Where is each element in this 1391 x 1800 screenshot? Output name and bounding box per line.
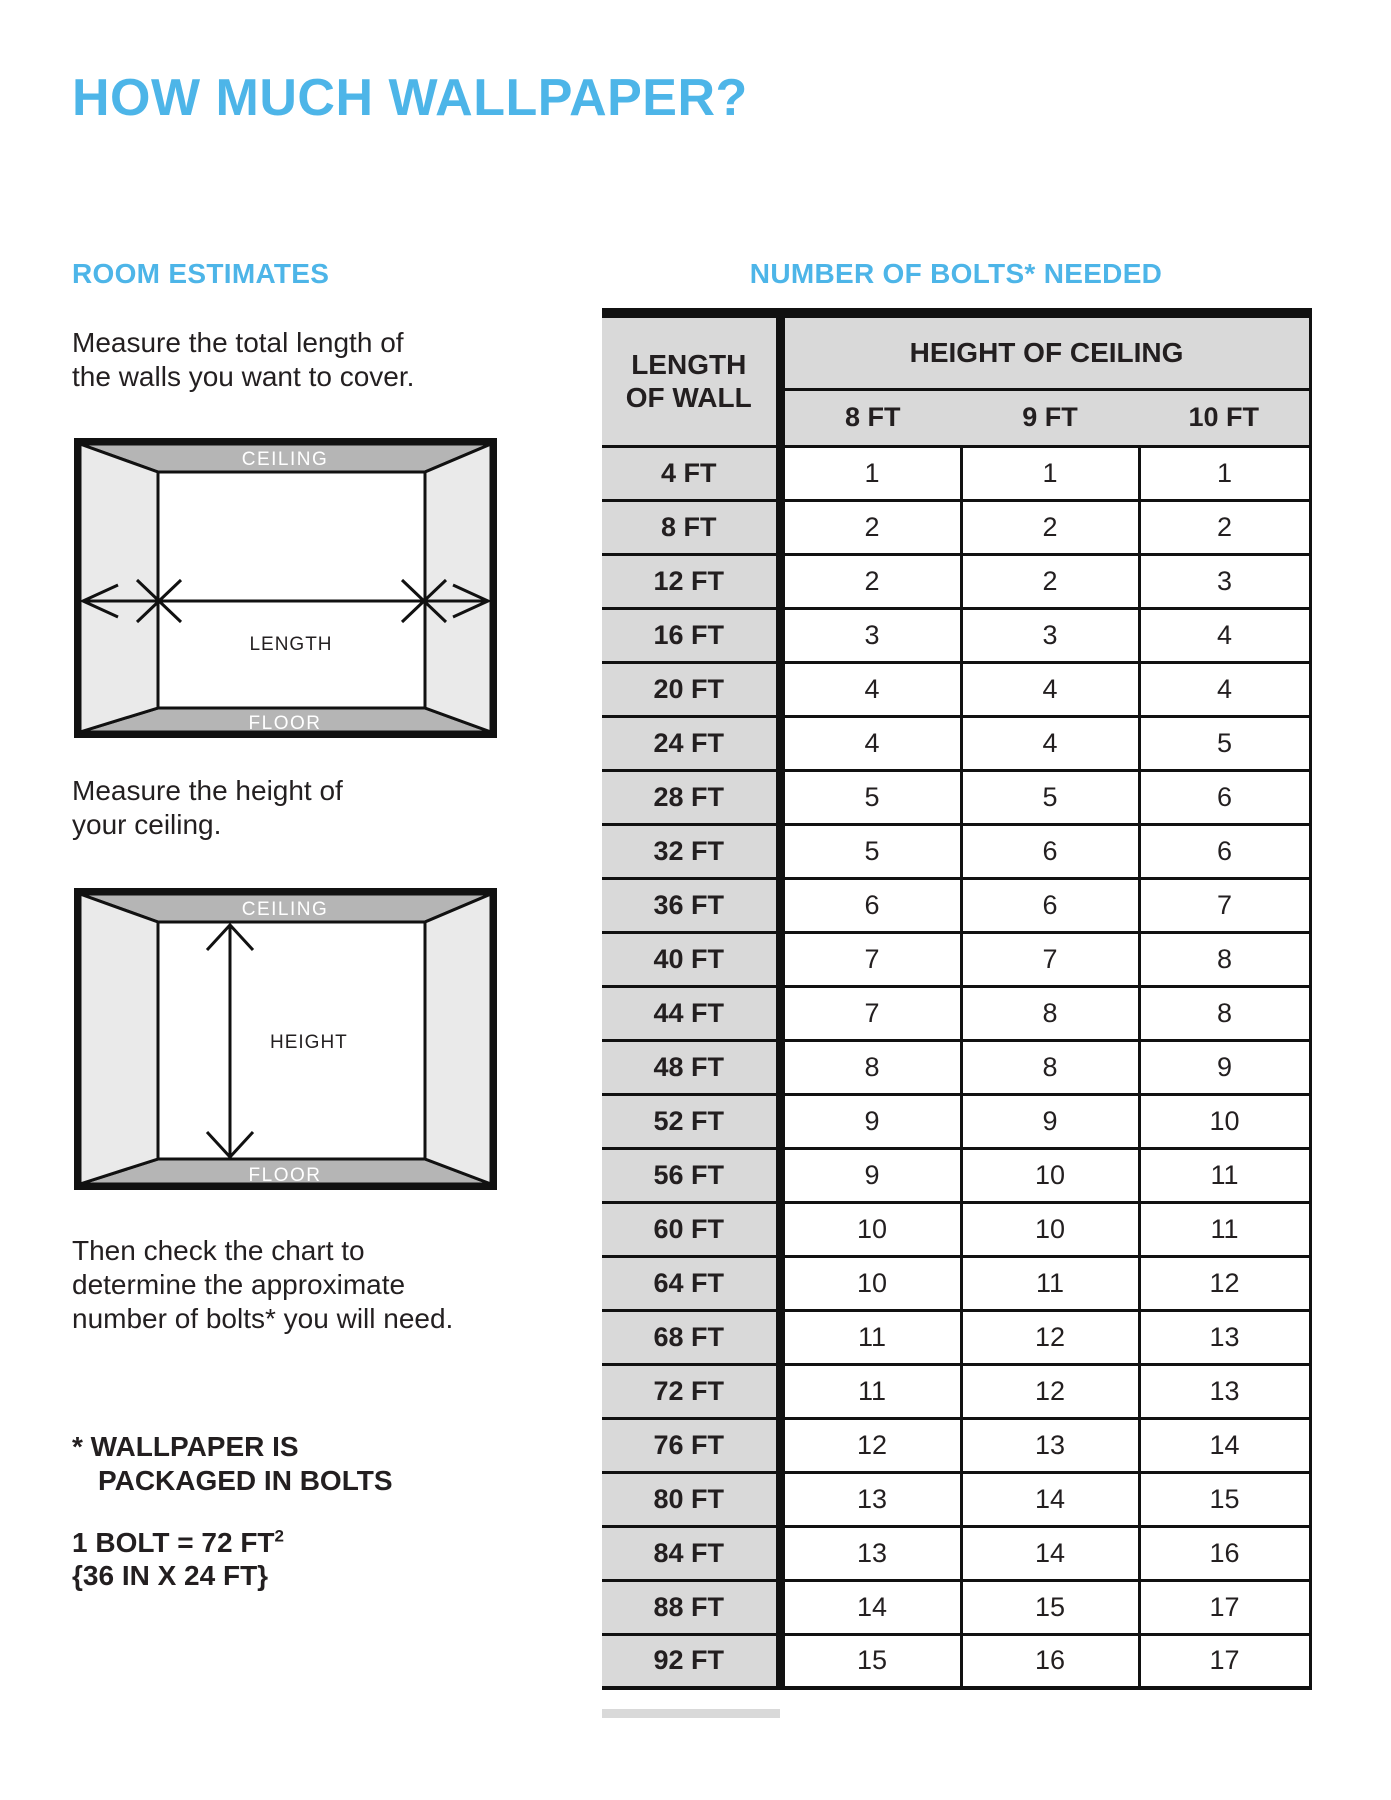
bolt-count-cell: 15 [780, 1634, 961, 1688]
table-row [602, 1580, 1310, 1634]
table-row [602, 1364, 1310, 1418]
bolt-dimensions: {36 IN X 24 FT} [72, 1560, 269, 1591]
bolt-count-cell: 6 [1139, 770, 1310, 824]
bolt-count-cell: 8 [1139, 932, 1310, 986]
wall-length-cell: 40 FT [602, 932, 780, 986]
bolt-size-info [72, 1526, 284, 1592]
bolt-count-cell: 2 [780, 500, 961, 554]
bolt-count-cell: 8 [780, 1040, 961, 1094]
length-of-wall-header: LENGTH OF WALL [602, 313, 780, 446]
bolt-count-cell: 8 [961, 986, 1139, 1040]
bolt-count-cell: 7 [1139, 878, 1310, 932]
table-row [602, 1148, 1310, 1202]
bolt-count-cell: 15 [961, 1580, 1139, 1634]
table-row [602, 446, 1310, 500]
bolt-count-cell: 3 [780, 608, 961, 662]
bolt-count-cell: 1 [961, 446, 1139, 500]
bolt-table-body [602, 446, 1310, 1688]
wall-length-cell: 84 FT [602, 1526, 780, 1580]
table-row [602, 1634, 1310, 1688]
bolt-count-cell: 4 [961, 662, 1139, 716]
bolt-count-cell: 4 [961, 716, 1139, 770]
bolt-count-cell: 16 [961, 1634, 1139, 1688]
bolt-count-cell: 8 [961, 1040, 1139, 1094]
room-height-diagram [74, 888, 497, 1190]
height-of-ceiling-header: HEIGHT OF CEILING [780, 313, 1310, 389]
instruction-line: Measure the total length of [72, 327, 404, 358]
bolt-count-cell: 12 [961, 1364, 1139, 1418]
instruction-line: your ceiling. [72, 809, 222, 840]
bolts-footnote [72, 1430, 393, 1498]
table-row [602, 1472, 1310, 1526]
bolt-count-cell: 2 [1139, 500, 1310, 554]
back-wall [158, 472, 425, 708]
bolt-count-cell: 2 [961, 554, 1139, 608]
bolt-count-cell: 11 [961, 1256, 1139, 1310]
wall-length-cell: 72 FT [602, 1364, 780, 1418]
bolt-count-cell: 6 [961, 824, 1139, 878]
bolts-needed-table [602, 308, 1312, 1690]
ceiling-9ft-header: 9 FT [961, 389, 1139, 446]
bolt-count-cell: 3 [1139, 554, 1310, 608]
left-wall [80, 894, 158, 1184]
squared-superscript: 2 [274, 1526, 284, 1546]
table-row [602, 1256, 1310, 1310]
wall-length-cell: 12 FT [602, 554, 780, 608]
ceiling-10ft-header: 10 FT [1139, 389, 1310, 446]
ceiling-label: CEILING [241, 449, 329, 470]
bolt-count-cell: 1 [780, 446, 961, 500]
wall-length-cell: 68 FT [602, 1310, 780, 1364]
instruction-line: the walls you want to cover. [72, 361, 415, 392]
bolts-needed-heading: NUMBER OF BOLTS* NEEDED [749, 258, 1163, 289]
floor-label: FLOOR [248, 1165, 322, 1186]
bolt-count-cell: 14 [961, 1526, 1139, 1580]
bolt-count-cell: 2 [961, 500, 1139, 554]
page-title: HOW MUCH WALLPAPER? [72, 69, 748, 127]
bolt-count-cell: 1 [1139, 446, 1310, 500]
wall-length-cell: 4 FT [602, 446, 780, 500]
instruction-line: Then check the chart to [72, 1235, 365, 1266]
bolt-count-cell: 13 [1139, 1364, 1310, 1418]
bolt-count-cell: 4 [780, 716, 961, 770]
footnote-line: PACKAGED IN BOLTS [98, 1465, 393, 1496]
footnote-line: * WALLPAPER IS [72, 1431, 299, 1462]
wall-length-cell: 28 FT [602, 770, 780, 824]
instruction-line: number of bolts* you will need. [72, 1303, 454, 1334]
bolt-count-cell: 17 [1139, 1634, 1310, 1688]
bolt-count-cell: 7 [780, 932, 961, 986]
bolt-count-cell: 9 [1139, 1040, 1310, 1094]
bolt-count-cell: 12 [780, 1418, 961, 1472]
bolt-count-cell: 11 [1139, 1202, 1310, 1256]
room-length-diagram [74, 438, 497, 738]
bolt-count-cell: 5 [780, 770, 961, 824]
bolt-count-cell: 10 [780, 1256, 961, 1310]
wall-length-cell: 88 FT [602, 1580, 780, 1634]
bolt-count-cell: 12 [1139, 1256, 1310, 1310]
table-tail-strip [602, 1709, 780, 1718]
table-row [602, 824, 1310, 878]
bolt-count-cell: 8 [1139, 986, 1310, 1040]
ceiling-label: CEILING [241, 899, 329, 920]
bolt-count-cell: 9 [961, 1094, 1139, 1148]
bolt-count-cell: 10 [1139, 1094, 1310, 1148]
bolt-count-cell: 13 [1139, 1310, 1310, 1364]
table-row [602, 608, 1310, 662]
table-row [602, 770, 1310, 824]
right-wall [425, 894, 491, 1184]
bolt-count-cell: 9 [780, 1148, 961, 1202]
wall-length-cell: 52 FT [602, 1094, 780, 1148]
bolt-count-cell: 10 [961, 1202, 1139, 1256]
wall-length-cell: 48 FT [602, 1040, 780, 1094]
bolt-count-cell: 17 [1139, 1580, 1310, 1634]
bolt-count-cell: 11 [780, 1364, 961, 1418]
wall-length-cell: 64 FT [602, 1256, 780, 1310]
bolt-count-cell: 7 [780, 986, 961, 1040]
floor-label: FLOOR [248, 713, 322, 734]
room-estimates-heading: ROOM ESTIMATES [72, 258, 330, 289]
table-row [602, 1094, 1310, 1148]
bolt-count-cell: 13 [961, 1418, 1139, 1472]
wall-length-cell: 16 FT [602, 608, 780, 662]
bolt-count-cell: 11 [780, 1310, 961, 1364]
bolt-count-cell: 14 [961, 1472, 1139, 1526]
instruction-line: Measure the height of [72, 775, 343, 806]
height-dimension-label: HEIGHT [270, 1032, 348, 1053]
table-row [602, 500, 1310, 554]
ceiling-8ft-header: 8 FT [780, 389, 961, 446]
wall-length-cell: 20 FT [602, 662, 780, 716]
wall-length-cell: 44 FT [602, 986, 780, 1040]
bolt-count-cell: 5 [780, 824, 961, 878]
table-header-row [602, 313, 1310, 389]
length-dimension-label: LENGTH [249, 634, 333, 655]
bolt-count-cell: 4 [780, 662, 961, 716]
bolt-count-cell: 10 [961, 1148, 1139, 1202]
measure-length-instruction [72, 326, 414, 394]
bolt-count-cell: 10 [780, 1202, 961, 1256]
bolt-count-cell: 14 [1139, 1418, 1310, 1472]
table-row [602, 1310, 1310, 1364]
bolt-count-cell: 6 [780, 878, 961, 932]
wall-length-cell: 56 FT [602, 1148, 780, 1202]
table-row [602, 1526, 1310, 1580]
table-row [602, 716, 1310, 770]
bolt-count-cell: 7 [961, 932, 1139, 986]
wall-length-cell: 8 FT [602, 500, 780, 554]
bolt-equation: 1 BOLT = 72 $FT^2$ [72, 1526, 284, 1558]
wall-length-cell: 24 FT [602, 716, 780, 770]
bolt-count-cell: 12 [961, 1310, 1139, 1364]
table-row [602, 662, 1310, 716]
bolt-count-cell: 11 [1139, 1148, 1310, 1202]
wall-length-cell: 92 FT [602, 1634, 780, 1688]
bolt-count-cell: 4 [1139, 608, 1310, 662]
wall-length-cell: 32 FT [602, 824, 780, 878]
bolt-count-cell: 14 [780, 1580, 961, 1634]
check-chart-instruction [72, 1234, 453, 1336]
instruction-line: determine the approximate [72, 1269, 406, 1300]
bolt-count-cell: 4 [1139, 662, 1310, 716]
bolt-count-cell: 13 [780, 1526, 961, 1580]
bolt-count-cell: 6 [1139, 824, 1310, 878]
bolt-count-cell: 9 [780, 1094, 961, 1148]
wall-length-cell: 60 FT [602, 1202, 780, 1256]
table-row [602, 1040, 1310, 1094]
table-row [602, 986, 1310, 1040]
table-row [602, 1418, 1310, 1472]
wall-length-cell: 36 FT [602, 878, 780, 932]
table-row [602, 554, 1310, 608]
bolt-count-cell: 6 [961, 878, 1139, 932]
table-row [602, 932, 1310, 986]
wall-length-cell: 80 FT [602, 1472, 780, 1526]
bolt-count-cell: 16 [1139, 1526, 1310, 1580]
table-row [602, 1202, 1310, 1256]
bolt-count-cell: 13 [780, 1472, 961, 1526]
wall-length-cell: 76 FT [602, 1418, 780, 1472]
bolt-count-cell: 15 [1139, 1472, 1310, 1526]
table-row [602, 878, 1310, 932]
bolt-count-cell: 2 [780, 554, 961, 608]
bolt-count-cell: 5 [1139, 716, 1310, 770]
bolt-count-cell: 5 [961, 770, 1139, 824]
bolt-count-cell: 3 [961, 608, 1139, 662]
measure-height-instruction [72, 774, 343, 842]
